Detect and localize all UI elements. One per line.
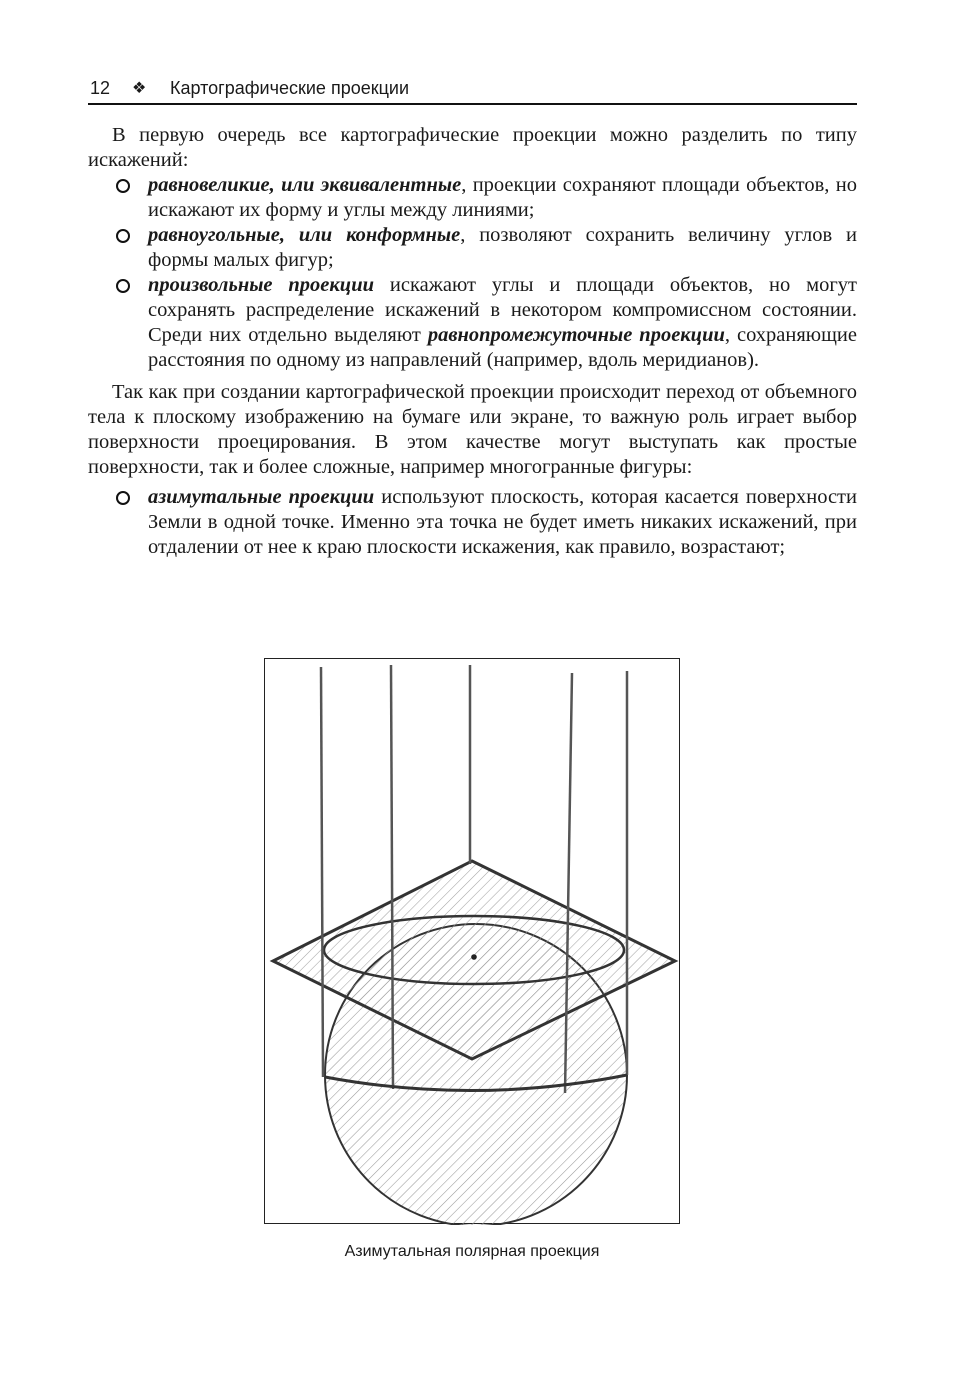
surfaces-paragraph: Так как при создании картографической проекции происходит переход от объемного тела к плоскому изображению на бумаге или экране, то важную роль играет выбор поверхности проецирования. В этом качестве могут выступать как простые поверхности, так и более сложные, например многогранные фигуры: — [88, 381, 857, 478]
list-item: равновеликие, или эквивалентные, проекции сохраняют площади объектов, но искажают их форму и углы между линиями; — [88, 173, 857, 223]
term: азимутальные проекции — [148, 486, 375, 508]
ornament-icon: ❖ — [132, 80, 147, 97]
bullet-icon — [116, 179, 130, 193]
bullet-icon — [116, 491, 130, 505]
list-item: равноугольные, или конформные, позволяют сохранить величину углов и формы малых фигур; — [88, 223, 857, 273]
running-header — [88, 76, 857, 105]
bullet-icon — [116, 229, 130, 243]
term: равнопромежуточные проекции — [427, 324, 725, 346]
intro-paragraph: В первую очередь все картографические проекции можно разделить по типу искажений: — [88, 124, 857, 171]
body-text-block-1 — [88, 123, 857, 560]
term: произвольные проекции — [148, 274, 375, 296]
term: равноугольные, или конформные — [148, 224, 461, 246]
page-number: 12 — [90, 78, 111, 98]
figure-azimuthal-projection — [264, 658, 680, 1224]
list-item: азимутальные проекции используют плоскость, которая касается поверхности Земли в одной точке. Именно эта точка не будет иметь никаких искажений, при отдалении от нее к краю плоскости искажения, как правило, возрастают; — [88, 485, 857, 560]
surface-types-list — [88, 485, 857, 560]
azimuthal-projection-diagram — [265, 659, 681, 1225]
running-title: Картографические проекции — [170, 78, 410, 98]
figure-caption: Азимутальная полярная проекция — [344, 1243, 600, 1260]
list-item: произвольные проекции искажают углы и площади объектов, но могут сохранять распределение искажений в некотором компромиссном состоянии. Среди них отдельно выделяют равнопромежуточные проекции, сохраняющие расстояния по одному из направлений (например, вдоль меридианов). — [88, 273, 857, 373]
distortion-types-list — [88, 173, 857, 373]
bullet-icon — [116, 279, 130, 293]
term: равновеликие, или эквивалентные — [148, 174, 462, 196]
